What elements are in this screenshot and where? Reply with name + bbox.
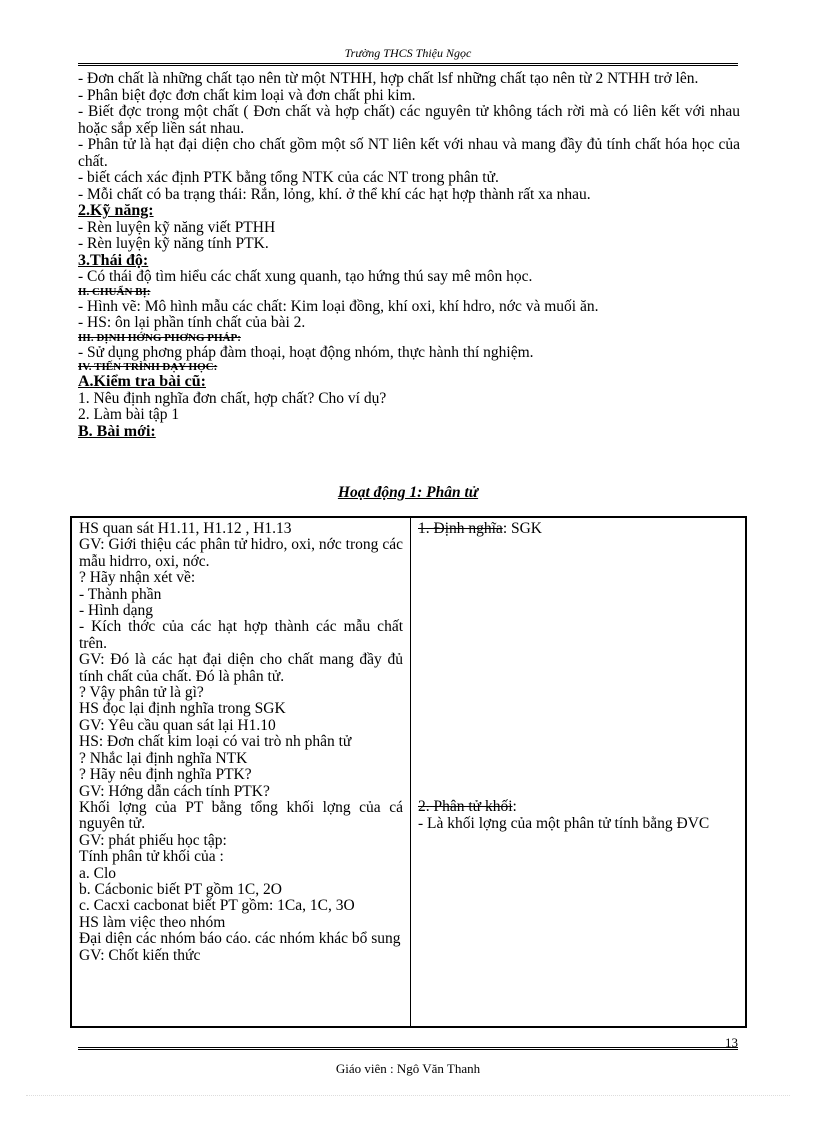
activity-title: Hoạt động 1: Phân tử: [337, 484, 479, 501]
body-line: - Phân biệt đợc đơn chất kim loại và đơn chất phi kim.: [78, 86, 416, 104]
definition-value: : SGK: [502, 520, 543, 537]
molecular-mass-text: - Là khối lợng của một phân tử tính bằng ĐVC: [418, 814, 710, 832]
skill-line: - Rèn luyện kỹ năng viết PTHH: [78, 218, 276, 236]
activity-line: ? Nhắc lại định nghĩa NTK: [79, 749, 248, 767]
bottom-dotted-rule: [26, 1095, 790, 1096]
activity-line: a. Clo: [79, 864, 117, 882]
activity-line: HS đọc lại định nghĩa trong SGK: [79, 700, 286, 718]
definition-label: 1. Định nghĩa: [418, 520, 503, 537]
activity-line: GV: Hớng dẫn cách tính PTK?: [79, 782, 270, 800]
activity-line: HS: Đơn chất kim loại có vai trò nh phân tử: [79, 733, 352, 751]
document-body: [78, 71, 740, 440]
activity-line: GV: Chốt kiến thức: [79, 946, 201, 964]
activity-line: ? Vậy phân tử là gì?: [79, 684, 204, 702]
new-lesson-heading: B. Bài mới:: [78, 422, 156, 440]
activity-line: Đại diện các nhóm báo cáo. các nhóm khác bổ sung: [79, 930, 401, 948]
attitude-heading: 3.Thái độ:: [78, 251, 149, 269]
footer-rule: [78, 1047, 738, 1050]
prep-line: - Hình vẽ: Mô hình mẫu các chất: Kim loại đồng, khí oxi, khí hdro, nớc và muối ăn.: [78, 297, 599, 315]
page-number: 13: [725, 1035, 738, 1050]
body-line: - biết cách xác định PTK bằng tổng NTK của các NT trong phân tử.: [78, 169, 499, 186]
page-footer: Giáo viên : Ngô Văn Thanh: [335, 1061, 481, 1076]
molecular-mass-item: [418, 799, 738, 815]
prep-line: - HS: ôn lại phần tính chất của bài 2.: [78, 314, 306, 331]
skills-heading: 2.Kỹ năng:: [78, 202, 154, 219]
prep-heading: II. CHUẨN BỊ:: [78, 285, 151, 298]
activity-line: - Thành phần: [79, 585, 162, 603]
molecular-mass-colon: :: [512, 798, 517, 816]
table-row: [71, 517, 746, 1027]
activity-line: GV: Giới thiệu các phân tử hidro, oxi, nớc trong các mẫu hidrro, oxi, nớc.: [79, 536, 403, 570]
activity-line: ? Hãy nhận xét về:: [79, 569, 196, 587]
body-line: - Mỗi chất có ba trạng thái: Rắn, lỏng, khí. ở thể khí các hạt hợp thành rất xa nhau.: [78, 185, 591, 203]
body-line: - Phân tử là hạt đại diện cho chất gồm một số NT liên kết với nhau và mang đầy đủ tính chất hóa học của chất.: [78, 136, 740, 170]
activity-line: GV: phát phiếu học tập:: [79, 831, 227, 849]
content-column: [411, 517, 747, 1027]
activity-line: c. Cacxi cacbonat biết PT gồm: 1Ca, 1C, 3O: [79, 897, 355, 915]
teacher-student-activities: [71, 517, 411, 1027]
page-header: Trường THCS Thiệu Ngọc: [344, 46, 472, 60]
activity-line: Khối lợng của PT bằng tổng khối lợng của cá nguyên tử.: [79, 798, 403, 833]
method-line: - Sử dụng phơng pháp đàm thoại, hoạt động nhóm, thực hành thí nghiệm.: [78, 343, 534, 361]
activity-line: Tính phân tử khối của :: [79, 848, 224, 866]
check-line: 1. Nêu định nghĩa đơn chất, hợp chất? Cho ví dụ?: [78, 389, 387, 407]
check-line: 2. Làm bài tập 1: [78, 406, 180, 423]
body-line: - Biết đợc trong một chất ( Đơn chất và hợp chất) các nguyên tử không tách rời mà có liên kết với nhau hoặc sắp xếp liền sát nhau.: [78, 103, 740, 137]
skill-line: - Rèn luyện kỹ năng tính PTK.: [78, 235, 269, 252]
activity-line: HS quan sát H1.11, H1.12 , H1.13: [79, 520, 292, 537]
activity-line: - Kích thớc của các hạt hợp thành các mẫu chất trên.: [79, 618, 403, 652]
body-line: - Đơn chất là những chất tạo nên từ một NTHH, hợp chất lsf những chất tạo nên từ 2 NTHH trở lên.: [78, 70, 699, 87]
activity-line: GV: Đó là các hạt đại diện cho chất mang đầy đủ tính chất của chất. Đó là phân tử.: [79, 651, 403, 685]
definition-item: [418, 521, 738, 537]
activity-line: GV: Yêu cầu quan sát lại H1.10: [79, 716, 276, 734]
method-heading: III. ĐỊNH HỚNG PHƠNG PHÁP:: [78, 331, 241, 344]
check-heading: A.Kiểm tra bài cũ:: [78, 373, 206, 390]
lesson-table: [70, 516, 747, 1028]
activity-line: - Hình dạng: [79, 602, 154, 620]
activity-line: ? Hãy nêu định nghĩa PTK?: [79, 766, 252, 784]
process-heading: IV. TIẾN TRÌNH DẠY HỌC:: [78, 361, 218, 373]
activity-line: HS làm việc theo nhóm: [79, 913, 226, 931]
molecular-mass-label: 2. Phân tử khối: [418, 798, 513, 816]
activity-line: b. Cácbonic biết PT gồm 1C, 2O: [79, 880, 282, 898]
header-rule: [78, 63, 738, 66]
attitude-line: - Có thái độ tìm hiểu các chất xung quanh, tạo hứng thú say mê môn học.: [78, 268, 533, 285]
